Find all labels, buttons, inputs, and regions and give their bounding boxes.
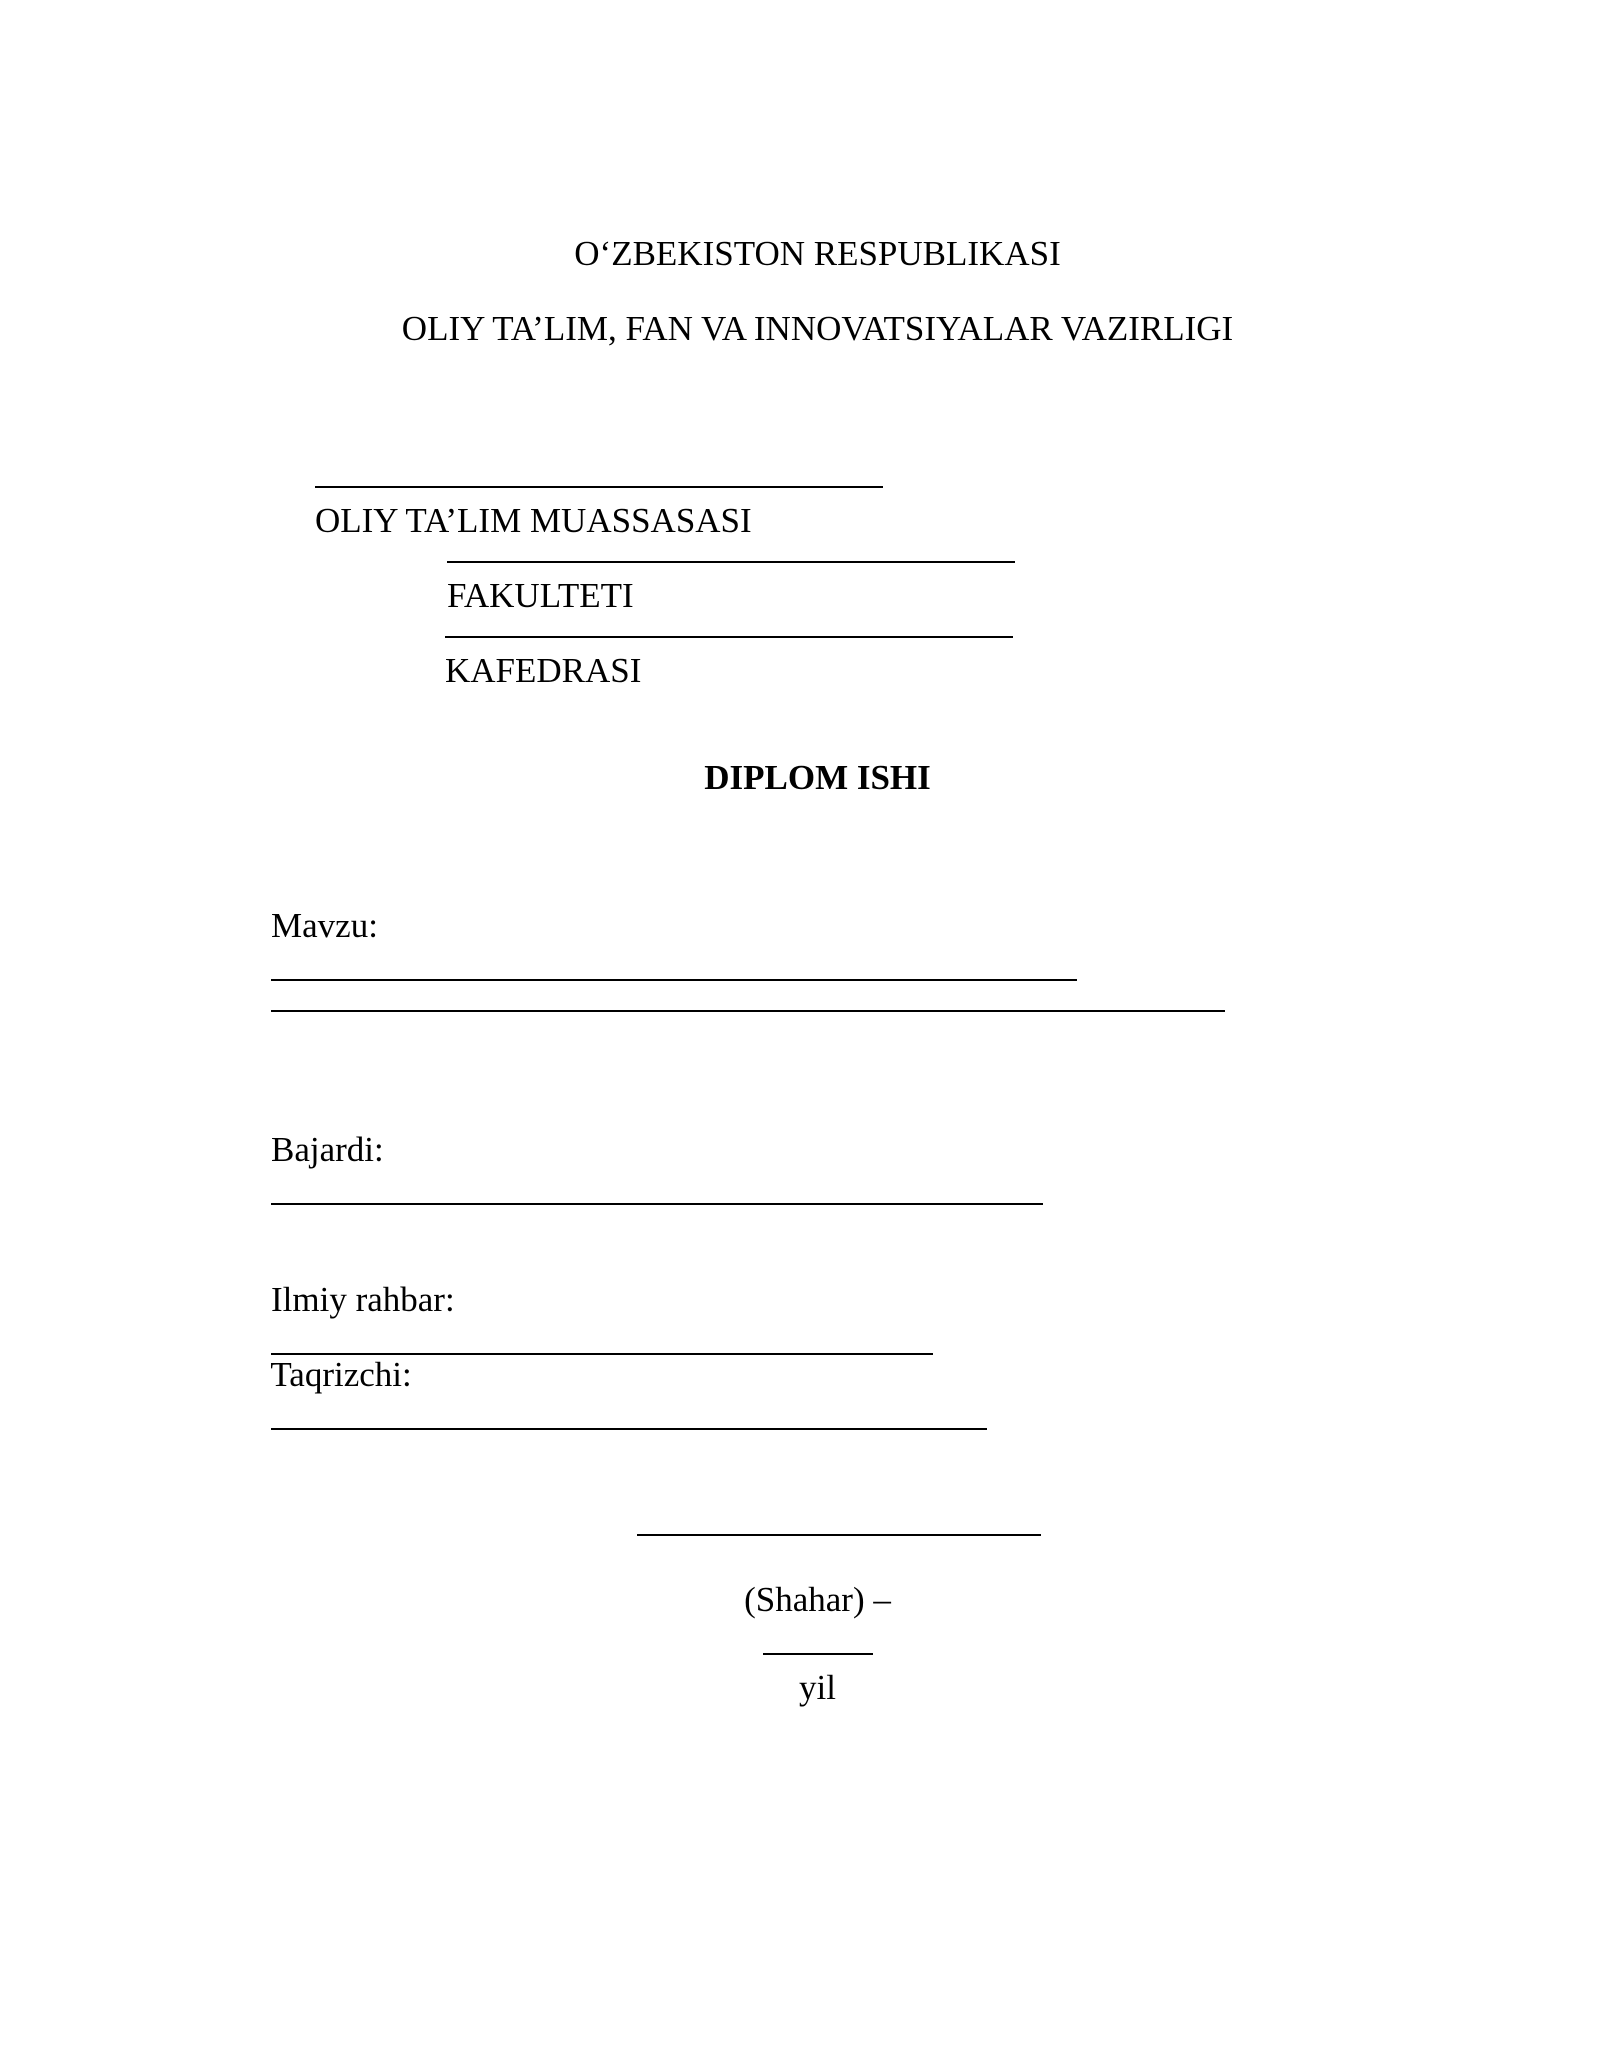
department-line	[410, 561, 1013, 737]
city-text: (Shahar) –	[744, 1580, 891, 1619]
document-title	[0, 712, 1600, 844]
university-suffix: OLIY TA’LIM MUASSASASI	[315, 501, 752, 540]
faculty-name-blank[interactable]	[447, 531, 1015, 563]
performer-blank[interactable]	[271, 1173, 1043, 1205]
reviewer-label: Taqrizchi:	[270, 1355, 412, 1394]
university-name-blank[interactable]	[315, 456, 883, 488]
country-text: O‘ZBEKISTON RESPUBLIKASI	[574, 234, 1061, 273]
year-suffix: yil	[799, 1668, 836, 1707]
department-suffix: KAFEDRASI	[445, 651, 642, 690]
topic-continuation-line	[236, 935, 1225, 1067]
performer-label: Bajardi:	[271, 1130, 384, 1169]
supervisor-label: Ilmiy rahbar:	[271, 1280, 455, 1319]
ministry-heading	[0, 263, 1600, 395]
document-title-text: DIPLOM ISHI	[704, 758, 931, 797]
topic-label: Mavzu:	[271, 906, 378, 945]
year-blank[interactable]	[763, 1623, 873, 1655]
reviewer-blank[interactable]	[271, 1398, 987, 1430]
department-name-blank[interactable]	[445, 606, 1013, 638]
topic-continuation-blank[interactable]	[271, 980, 1225, 1012]
signature-blank[interactable]	[637, 1504, 1041, 1536]
faculty-suffix: FAKULTETI	[447, 576, 634, 615]
ministry-text: OLIY TA’LIM, FAN VA INNOVATSIYALAR VAZIRLIGI	[401, 309, 1234, 348]
city-year-line	[0, 1534, 1600, 1754]
